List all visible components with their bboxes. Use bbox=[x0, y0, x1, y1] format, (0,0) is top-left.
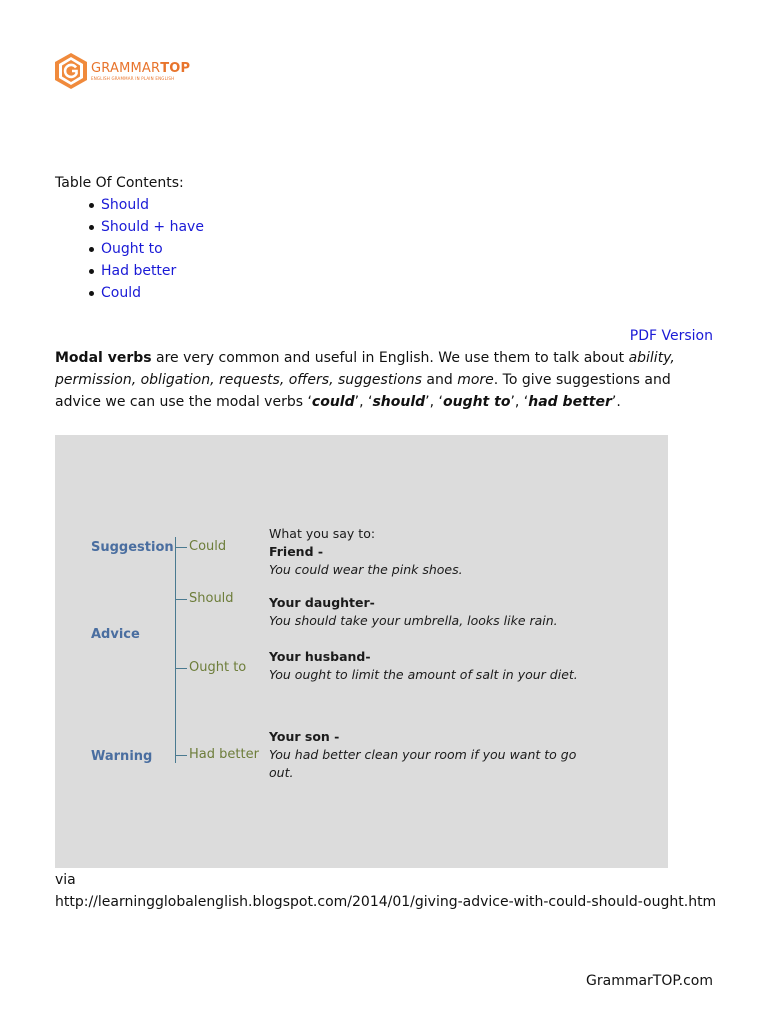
bullet-icon bbox=[89, 269, 94, 274]
bracket-tick bbox=[175, 547, 187, 548]
example-daughter bbox=[269, 594, 599, 630]
intro-text: . To give suggestions and advice we can use the modal verbs ‘ bbox=[55, 372, 671, 410]
example-sentence: You could wear the pink shoes. bbox=[269, 562, 463, 577]
example-recipient: Friend - bbox=[269, 544, 324, 559]
bullet-icon bbox=[89, 247, 94, 252]
toc-item bbox=[83, 282, 204, 304]
toc-link-should[interactable]: Should bbox=[101, 197, 149, 213]
logo-tagline: ENGLISH GRAMMAR IN PLAIN ENGLISH bbox=[91, 75, 175, 81]
bullet-icon bbox=[89, 225, 94, 230]
toc-link-could[interactable]: Could bbox=[101, 285, 141, 301]
verb-had-better: Had better bbox=[189, 747, 259, 762]
source-credit bbox=[55, 869, 716, 913]
logo-name-bold: TOP bbox=[160, 60, 191, 76]
hexagon-g-icon bbox=[54, 52, 88, 90]
toc-item bbox=[83, 238, 204, 260]
intro-text: and bbox=[421, 372, 458, 388]
intro-verb-could: could bbox=[311, 394, 355, 410]
intro-text: ’, ‘ bbox=[510, 394, 529, 410]
intro-verb-should: should bbox=[372, 394, 426, 410]
logo-wordmark bbox=[91, 62, 190, 76]
toc-item bbox=[83, 194, 204, 216]
toc-link-had-better[interactable]: Had better bbox=[101, 263, 177, 279]
example-friend bbox=[269, 525, 599, 579]
example-recipient: Your son - bbox=[269, 729, 340, 744]
category-warning: Warning bbox=[91, 749, 153, 764]
toc-list bbox=[83, 194, 204, 304]
category-suggestion: Suggestion bbox=[91, 540, 174, 555]
verb-ought-to: Ought to bbox=[189, 660, 247, 675]
intro-text: ’. bbox=[611, 394, 621, 410]
category-advice: Advice bbox=[91, 627, 140, 642]
example-son bbox=[269, 728, 599, 782]
intro-italic-list: ability, permission, obligation, requests, offers, suggestions bbox=[55, 350, 675, 388]
intro-text: ’, ‘ bbox=[425, 394, 443, 410]
toc-link-ought-to[interactable]: Ought to bbox=[101, 241, 163, 257]
example-recipient: Your daughter- bbox=[269, 595, 375, 610]
toc-item bbox=[83, 260, 204, 282]
verb-should: Should bbox=[189, 591, 234, 606]
example-sentence: You had better clean your room if you want to go out. bbox=[269, 747, 577, 780]
bracket-tick bbox=[175, 668, 187, 669]
grammartop-logo[interactable] bbox=[54, 52, 190, 90]
intro-text: ’, ‘ bbox=[354, 394, 373, 410]
verb-could: Could bbox=[189, 539, 227, 554]
bracket-tick bbox=[175, 599, 187, 600]
bullet-icon bbox=[89, 203, 94, 208]
intro-verb-had-better: had better bbox=[528, 394, 612, 410]
intro-bold-modal-verbs: Modal verbs bbox=[55, 350, 152, 366]
diagram-header: What you say to: bbox=[269, 526, 376, 541]
toc-item bbox=[83, 216, 204, 238]
intro-paragraph bbox=[55, 347, 715, 413]
example-recipient: Your husband- bbox=[269, 649, 371, 664]
toc-link-should-have[interactable]: Should + have bbox=[101, 219, 204, 235]
bracket-tick bbox=[175, 755, 187, 756]
footer-site-name: GrammarTOP.com bbox=[586, 973, 713, 989]
bracket-vertical-line bbox=[175, 537, 176, 763]
intro-text: are very common and useful in English. We use them to talk about bbox=[151, 350, 629, 366]
intro-verb-ought-to: ought to bbox=[442, 394, 511, 410]
bullet-icon bbox=[89, 291, 94, 296]
modal-verbs-diagram bbox=[55, 435, 668, 868]
example-sentence: You ought to limit the amount of salt in your diet. bbox=[269, 667, 578, 682]
logo-name-part: GRAMMAR bbox=[91, 60, 161, 76]
pdf-version-link[interactable]: PDF Version bbox=[629, 328, 713, 344]
example-husband bbox=[269, 648, 599, 684]
toc-title: Table Of Contents: bbox=[55, 175, 184, 191]
via-label: via bbox=[55, 872, 76, 888]
example-sentence: You should take your umbrella, looks like rain. bbox=[269, 613, 558, 628]
intro-italic-more: more bbox=[457, 372, 494, 388]
source-url: http://learningglobalenglish.blogspot.com/2014/01/giving-advice-with-could-should-ought.htm bbox=[55, 894, 717, 910]
